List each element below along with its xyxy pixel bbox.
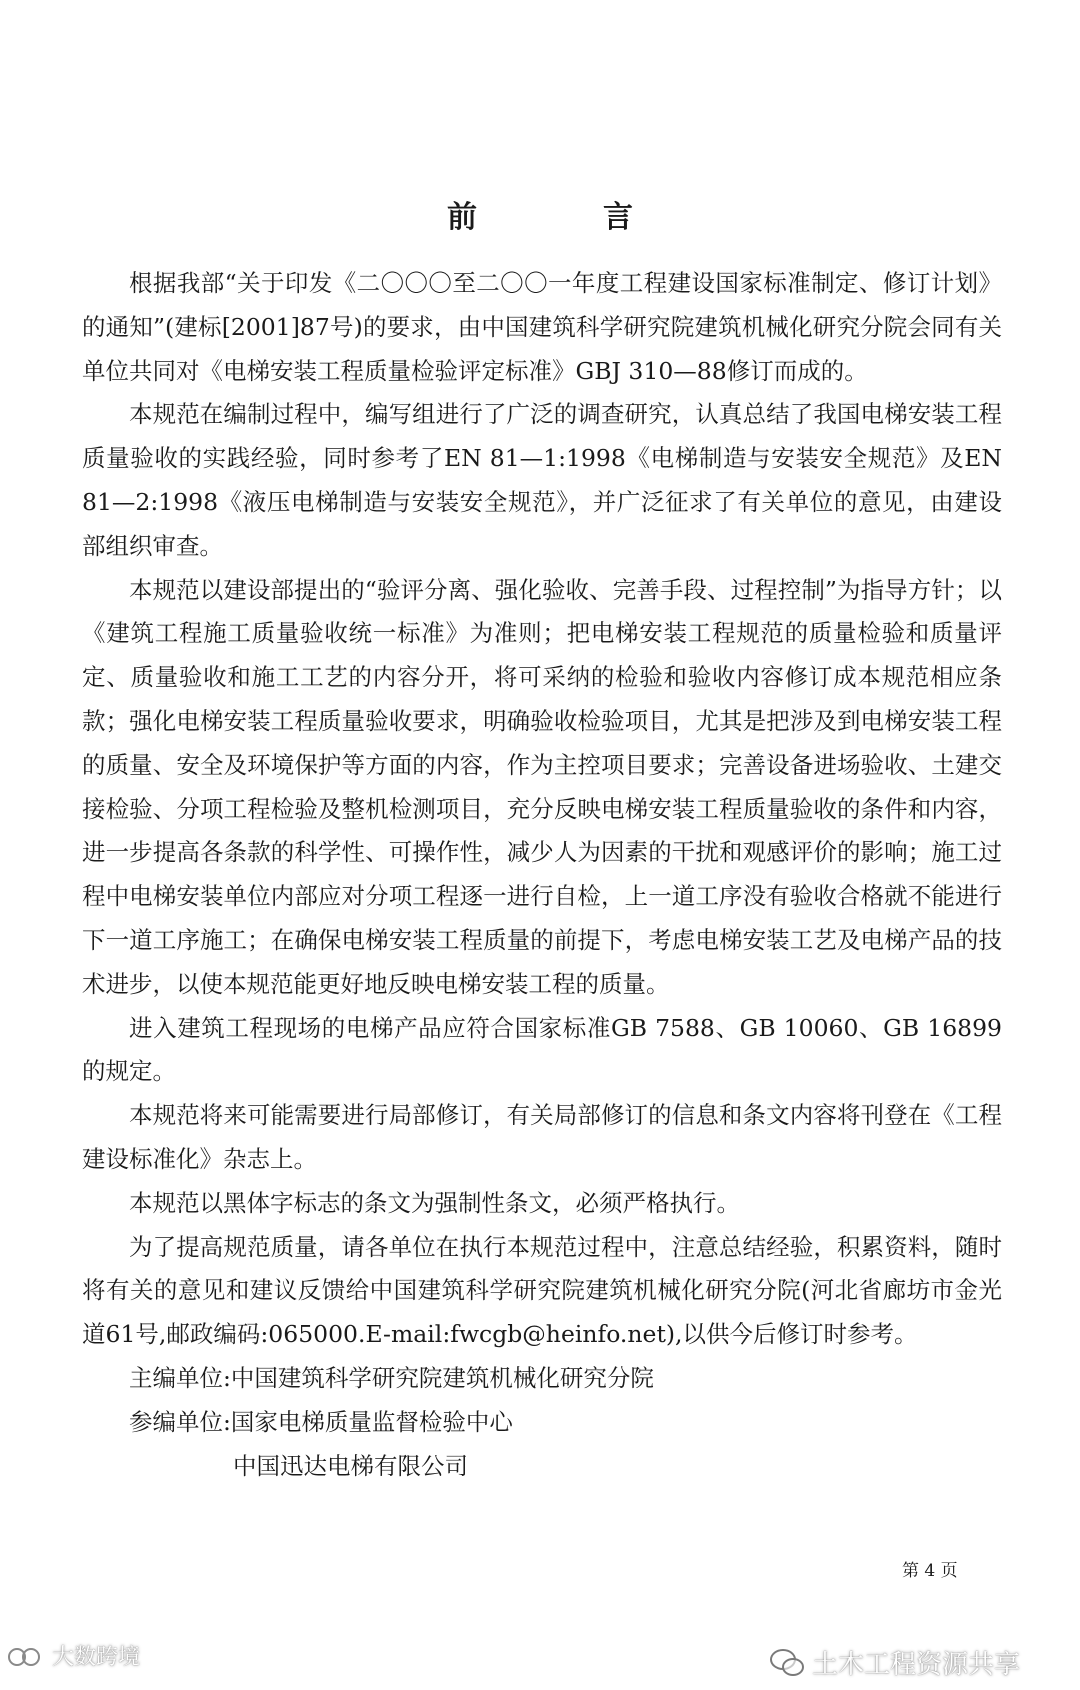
document-body: [82, 262, 1002, 1488]
right-watermark-text: 土木工程资源共享: [811, 1650, 1020, 1680]
paragraph-3: 本规范以建设部提出的“验评分离、强化验收、完善手段、过程控制”为指导方针；以《建筑工程施工质量验收统一标准》为准则；把电梯安装工程规范的质量检验和质量评定、质量验收和施工工艺的内容分开，将可采纳的检验和验收内容修订成本规范相应条款；强化电梯安装工程质量验收要求，明确验收检验项目，尤其是把涉及到电梯安装工程的质量、安全及环境保护等方面的内容，作为主控项目要求；完善设备进场验收、土建交接检验、分项工程检验及整机检测项目，充分反映电梯安装工程质量验收的条件和内容，进一步提高各条款的科学性、可操作性，减少人为因素的干扰和观感评价的影响；施工过程中电梯安装单位内部应对分项工程逐一进行自检，上一道工序没有验收合格就不能进行下一道工序施工；在确保电梯安装工程质量的前提下，考虑电梯安装工艺及电梯产品的技术进步，以使本规范能更好地反映电梯安装工程的质量。: [82, 575, 1002, 998]
wechat-icon: [770, 1649, 804, 1677]
chief-editor-line: 主编单位:中国建筑科学研究院建筑机械化研究分院: [129, 1363, 654, 1392]
participating-unit-extra: 中国迅达电梯有限公司: [233, 1451, 468, 1480]
left-watermark-text: 大数跨境: [52, 1645, 141, 1670]
paragraph-1: 根据我部“关于印发《二〇〇〇至二〇〇一年度工程建设国家标准制定、修订计划》的通知”(建标[2001]87号)的要求，由中国建筑科学研究院建筑机械化研究分院会同有关单位共同对《电梯安装工程质量检验评定标准》GBJ 310—88修订而成的。: [82, 269, 1002, 385]
participating-unit-line: 参编单位:国家电梯质量监督检验中心: [129, 1407, 513, 1436]
paragraph-4: 进入建筑工程现场的电梯产品应符合国家标准GB 7588、GB 10060、GB 16899的规定。: [82, 1013, 1002, 1086]
page-number: 第 4 页: [902, 1561, 958, 1581]
brand-logo-icon: [8, 1644, 48, 1668]
right-watermark: [770, 1644, 1020, 1681]
paragraph-5: 本规范将来可能需要进行局部修订，有关局部修订的信息和条文内容将刊登在《工程建设标准化》杂志上。: [82, 1101, 1002, 1173]
paragraph-6: 本规范以黑体字标志的条文为强制性条文，必须严格执行。: [129, 1188, 740, 1217]
paragraph-2: 本规范在编制过程中，编写组进行了广泛的调查研究，认真总结了我国电梯安装工程质量验收的实践经验，同时参考了EN 81—1:1998《电梯制造与安装安全规范》及EN 81—2:1998《液压电梯制造与安装安全规范》，并广泛征求了有关单位的意见，由建设部组织审查。: [82, 400, 1002, 560]
paragraph-7: 为了提高规范质量，请各单位在执行本规范过程中，注意总结经验，积累资料，随时将有关的意见和建议反馈给中国建筑科学研究院建筑机械化研究分院(河北省廊坊市金光道61号,邮政编码:065000.E-mail:fwcgb@heinfo.net),以供今后修订时参考。: [82, 1232, 1002, 1349]
left-watermark: [8, 1640, 140, 1671]
page-title: 前 言: [447, 200, 681, 235]
